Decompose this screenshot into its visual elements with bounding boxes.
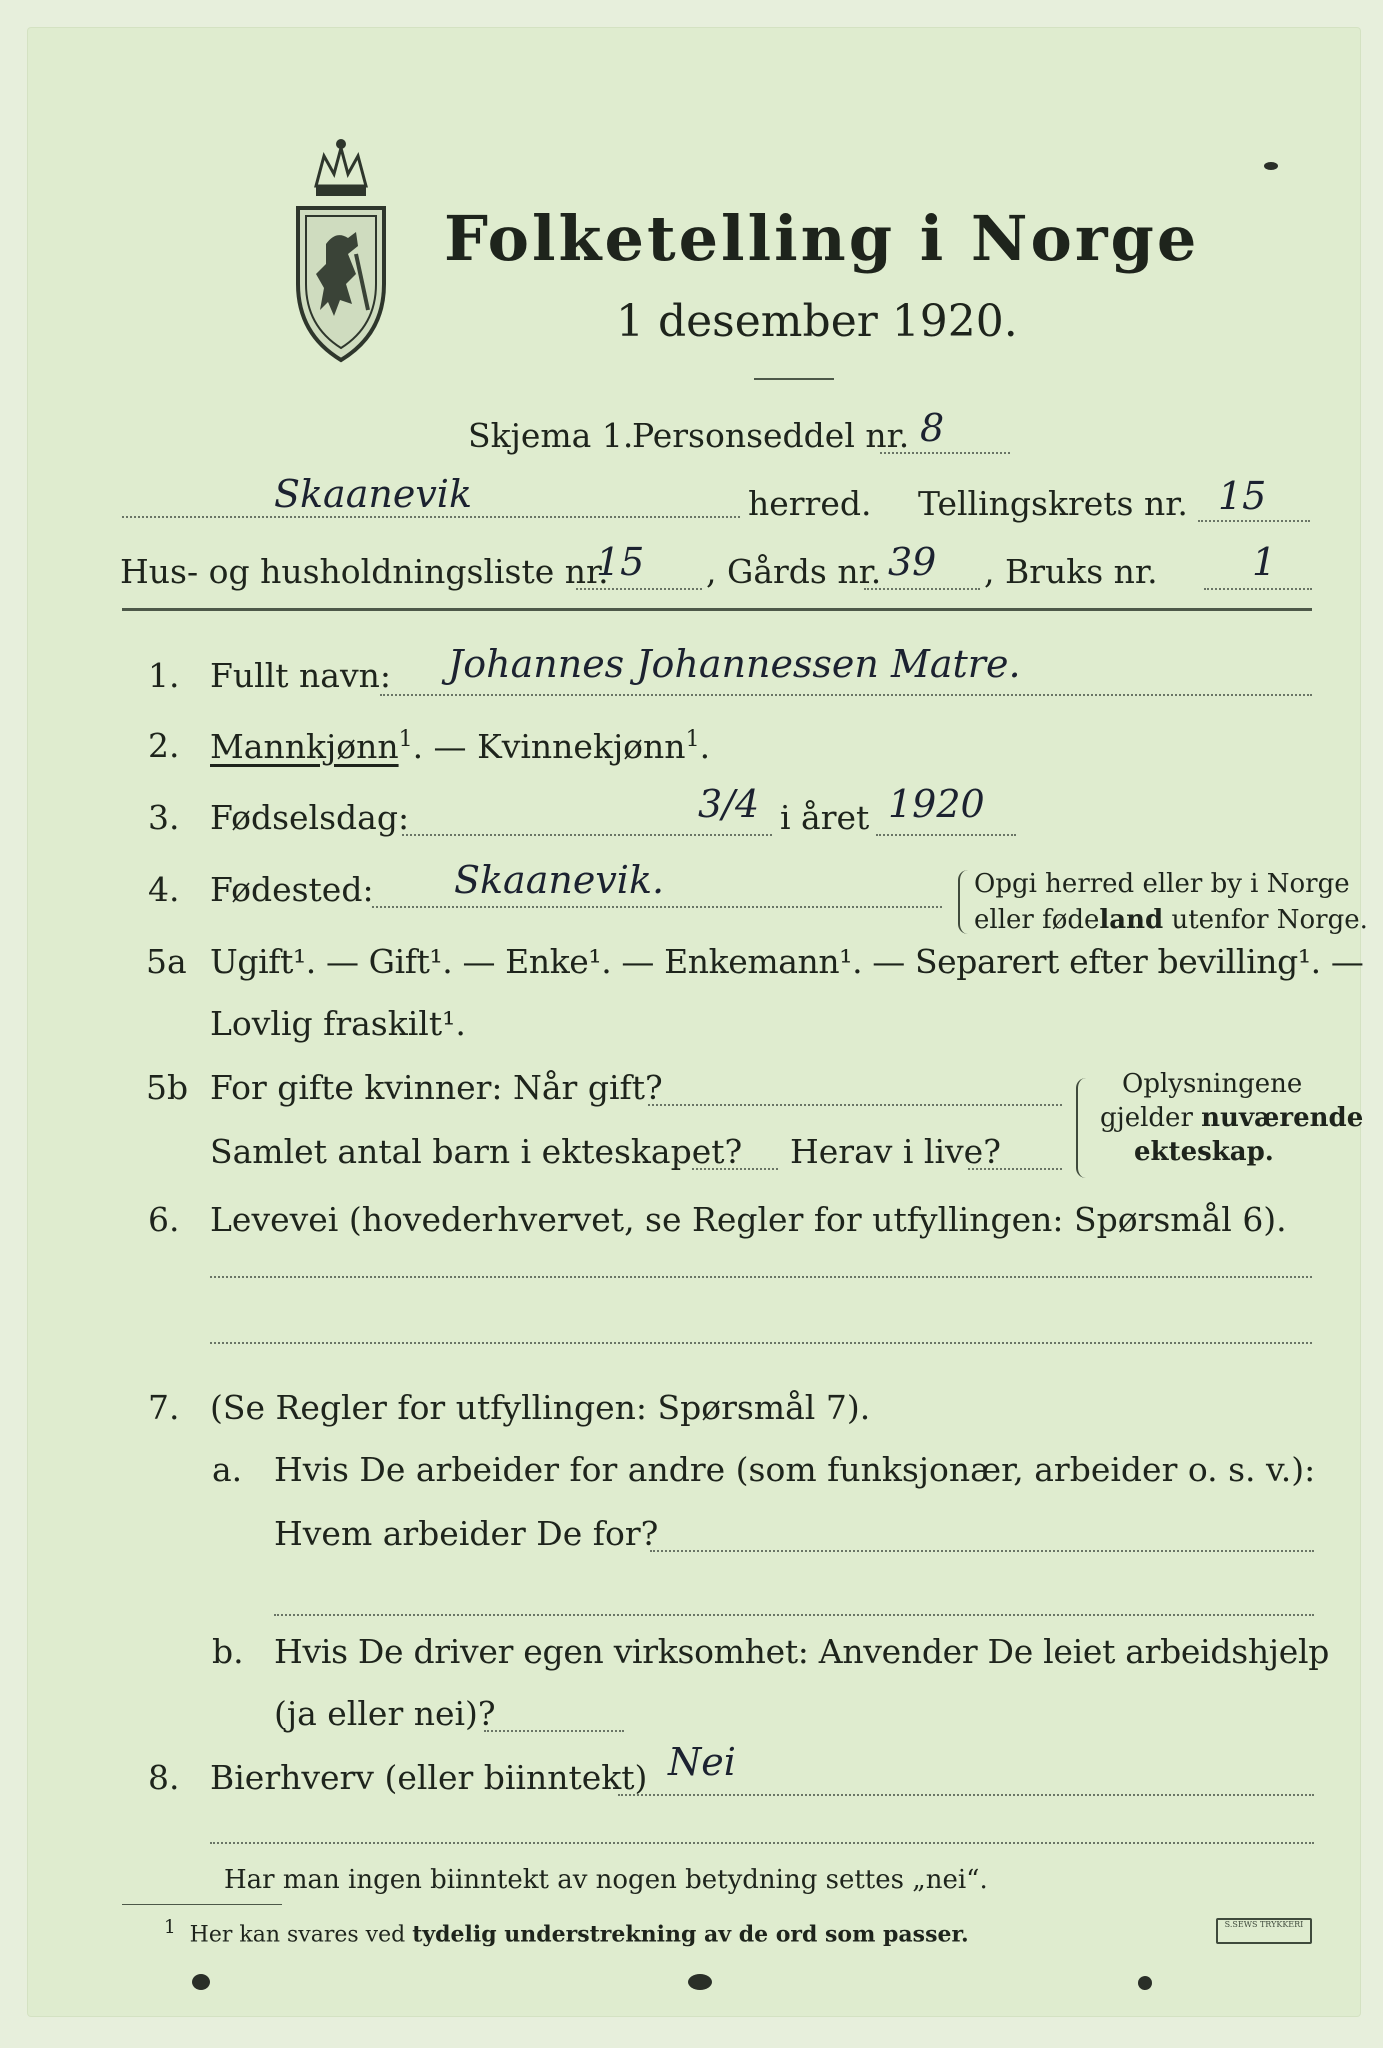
birthdate-label: Fødselsdag: xyxy=(210,798,410,837)
header-rule xyxy=(122,608,1312,611)
ink-blot xyxy=(1138,1976,1152,1990)
birth-year-value: 1920 xyxy=(888,782,985,826)
printer-stamp: S.SEWS TRYKKERI xyxy=(1216,1918,1312,1944)
q7b-question: Hvis De driver egen virksomhet: Anvender De leiet arbeidshjelp xyxy=(274,1632,1330,1671)
personseddel-value: 8 xyxy=(920,406,945,450)
q5b-number: 5b xyxy=(146,1068,189,1107)
herred-label: herred. xyxy=(748,484,872,523)
tellingskrets-value: 15 xyxy=(1218,474,1267,518)
side-income-value: Nei xyxy=(668,1740,736,1784)
hired-help-label: (ja eller nei)? xyxy=(274,1694,496,1733)
herred-value: Skaanevik xyxy=(274,472,472,516)
q4-number: 4. xyxy=(148,870,180,909)
marriage-note-3: ekteskap. xyxy=(1134,1137,1274,1167)
full-name-value: Johannes Johannessen Matre. xyxy=(448,642,1021,686)
q7-label: (Se Regler for utfyllingen: Spørsmål 7). xyxy=(210,1388,871,1427)
q7a-letter: a. xyxy=(212,1450,243,1489)
q8-number: 8. xyxy=(148,1758,180,1797)
husliste-label: Hus- og husholdningsliste nr. xyxy=(120,552,609,591)
q7-number: 7. xyxy=(148,1388,180,1427)
q1-number: 1. xyxy=(148,656,180,695)
employer-label: Hvem arbeider De for? xyxy=(274,1514,659,1553)
form-title: Folketelling i Norge xyxy=(444,202,1200,275)
side-income-label: Bierhverv (eller biinntekt) xyxy=(210,1758,648,1797)
ink-blot xyxy=(192,1974,210,1990)
footnote: $^1$ Her kan svares ved tydelig understrekning av de ord som passer. xyxy=(164,1917,969,1948)
birthplace-note-brace xyxy=(958,870,970,934)
male-option: Mannkjønn xyxy=(210,727,399,766)
birthdate-value: 3/4 xyxy=(698,782,760,826)
birthplace-value: Skaanevik. xyxy=(454,858,665,902)
census-date: 1 desember 1920. xyxy=(616,296,1018,347)
q7b-letter: b. xyxy=(212,1632,244,1671)
footnote-rule xyxy=(122,1904,282,1905)
divorced-option: Lovlig fraskilt¹. xyxy=(210,1004,466,1043)
ink-blot xyxy=(1264,162,1278,170)
q2-number: 2. xyxy=(148,726,180,765)
husliste-value: 15 xyxy=(596,540,645,584)
married-when-label: For gifte kvinner: Når gift? xyxy=(210,1068,663,1107)
marriage-note-1: Oplysningene xyxy=(1122,1069,1303,1099)
census-form xyxy=(28,28,1368,2016)
ink-blot xyxy=(688,1974,712,1990)
q7a-question: Hvis De arbeider for andre (som funksjonær, arbeider o. s. v.): xyxy=(274,1450,1316,1489)
q6-number: 6. xyxy=(148,1200,180,1239)
birthplace-label: Fødested: xyxy=(210,870,374,909)
title-divider xyxy=(754,378,834,380)
children-alive-label: Herav i live? xyxy=(790,1132,1001,1171)
q5a-number: 5a xyxy=(146,942,187,981)
marriage-note-brace xyxy=(1076,1078,1088,1178)
bruks-value: 1 xyxy=(1252,540,1277,584)
birthplace-note-2: eller fødeland utenfor Norge. xyxy=(974,905,1368,935)
full-name-label: Fullt navn: xyxy=(210,656,391,695)
occupation-label: Levevei (hovederhvervet, se Regler for utfyllingen: Spørsmål 6). xyxy=(210,1200,1287,1239)
birthplace-note-1: Opgi herred eller by i Norge xyxy=(974,869,1350,899)
bruks-label: , Bruks nr. xyxy=(984,552,1158,591)
personseddel-label: Personseddel nr. xyxy=(632,416,910,455)
gards-value: 39 xyxy=(888,540,937,584)
side-income-note: Har man ingen biinntekt av nogen betydning settes „nei“. xyxy=(224,1865,988,1895)
schema-label: Skjema 1. xyxy=(468,416,634,455)
marriage-note-2: gjelder nuværende xyxy=(1100,1103,1364,1133)
q3-number: 3. xyxy=(148,798,180,837)
sex-line: Mannkjønn$^1$. — Kvinnekjønn$^1$. xyxy=(210,727,711,766)
marital-status-options: Ugift¹. — Gift¹. — Enke¹. — Enkemann¹. — Separert efter bevilling¹. — xyxy=(210,942,1364,981)
year-label: i året xyxy=(780,798,870,837)
gards-label: , Gårds nr. xyxy=(706,552,882,591)
children-count-label: Samlet antal barn i ekteskapet? xyxy=(210,1132,743,1171)
tellingskrets-label: Tellingskrets nr. xyxy=(918,484,1188,523)
female-option: Kvinnekjønn xyxy=(477,727,686,766)
coat-of-arms-icon xyxy=(286,134,396,364)
